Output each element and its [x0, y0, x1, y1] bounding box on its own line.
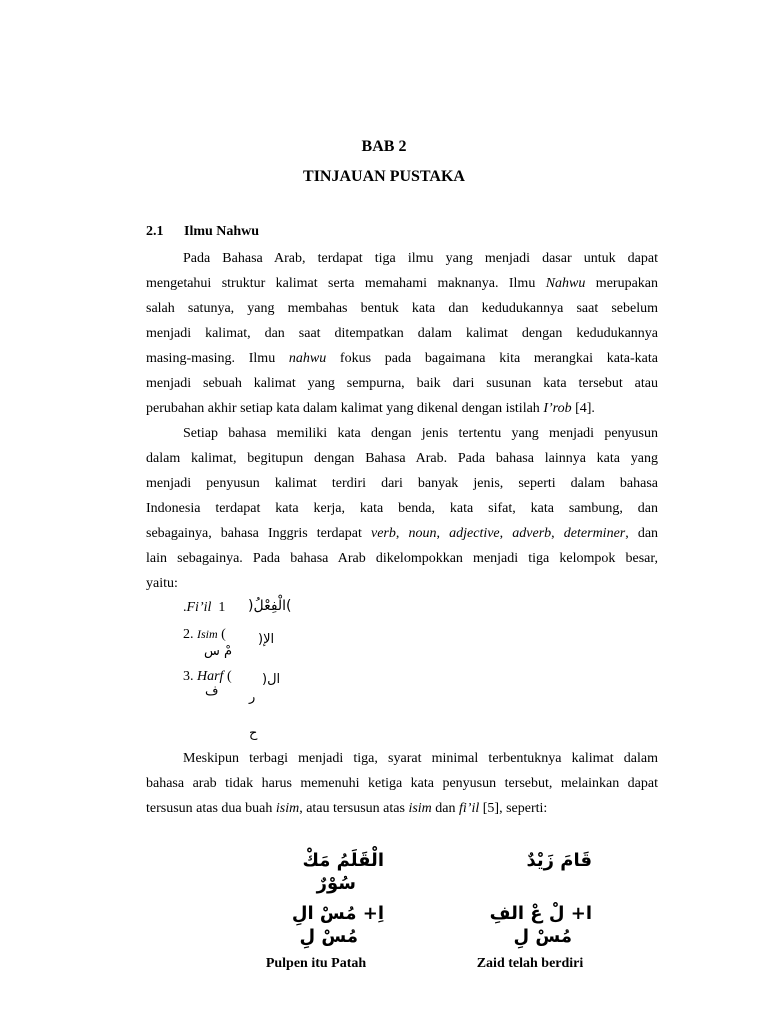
arabic-harf-a: ال( — [262, 672, 281, 687]
example-right-caption: Zaid telah berdiri — [476, 956, 584, 971]
example-left-line2: سُوْرٌ — [316, 873, 356, 894]
text-line: menjadi penyusun kalimat terdiri dari banyak jenis, seperti dalam bahasa — [146, 476, 658, 491]
text-line: menjadi kalimat, dan saat ditempatkan dalam kalimat dengan kedudukannya — [146, 326, 658, 341]
arabic-fiil: )الْفِعْلُ( — [248, 598, 292, 614]
list-item-fiil: .Fi’il 1 — [183, 600, 226, 615]
list-item-harf: 3. Harf ( — [183, 669, 232, 684]
text-line: bahasa arab tidak harus memenuhi ketiga kata penyusun tersebut, melainkan dapat — [146, 776, 658, 791]
text-line: salah satunya, yang membahas bentuk kata dan kedudukannya saat sebelum — [146, 301, 658, 316]
example-right-line3: مُسْ لِ — [513, 926, 572, 947]
text-line: mengetahui struktur kalimat serta memahami maknanya. Ilmu Nahwu merupakan — [146, 276, 658, 291]
example-left-line1: الْقَلَمُ مَكْ — [302, 850, 384, 871]
chapter-number: BAB 2 — [361, 138, 407, 155]
arabic-isim-a: الإ( — [258, 632, 275, 647]
text-line: Meskipun terbagi menjadi tiga, syarat minimal terbentuknya kalimat dalam — [183, 751, 658, 766]
example-left-line4: مُسْ لِ — [299, 926, 358, 947]
example-left-caption: Pulpen itu Patah — [265, 956, 367, 971]
list-item-isim: 2. Isim ( — [183, 627, 226, 642]
arabic-harf-b: ر — [249, 690, 256, 705]
text-line: sebagainya, bahasa Inggris terdapat verb, noun, adjective, adverb, determiner, dan — [146, 526, 659, 541]
arabic-isim-b: مْ س — [204, 644, 233, 659]
section-title: Ilmu Nahwu — [184, 224, 260, 239]
text-line: Indonesia terdapat kata kerja, kata benda, kata sifat, kata sambung, dan — [146, 501, 658, 516]
example-right-line2: ا+ لْ عْ الفِ — [489, 903, 592, 924]
example-left-line3: اِ+ مُسْ الِ — [291, 903, 384, 924]
text-line: masing-masing. Ilmu nahwu fokus pada bagaimana kita merangkai kata-kata — [146, 351, 658, 366]
text-line: Setiap bahasa memiliki kata dengan jenis tertentu yang menjadi penyusun — [183, 426, 658, 441]
text-line: tersusun atas dua buah isim, atau tersusun atas isim dan fi’il [5], seperti: — [146, 801, 548, 816]
text-line: lain sebagainya. Pada bahasa Arab dikelompokkan menjadi tiga kelompok besar, — [146, 551, 658, 566]
text-line: yaitu: — [146, 576, 178, 591]
text-line: dalam kalimat, begitupun dengan Bahasa Arab. Pada bahasa lainnya kata yang — [146, 451, 658, 466]
arabic-harf-d: ح — [249, 726, 258, 741]
example-right-line1: قَامَ زَيْدٌ — [526, 850, 592, 871]
arabic-harf-c: ف — [205, 684, 219, 699]
section-number: 2.1 — [146, 224, 164, 239]
text-line: perubahan akhir setiap kata dalam kalimat yang dikenal dengan istilah I’rob [4]. — [146, 401, 595, 416]
chapter-title: TINJAUAN PUSTAKA — [303, 168, 465, 185]
text-line: menjadi sebuah kalimat yang sempurna, baik dari susunan kata tersebut atau — [146, 376, 658, 391]
text-line: Pada Bahasa Arab, terdapat tiga ilmu yang menjadi dasar untuk dapat — [183, 251, 658, 266]
